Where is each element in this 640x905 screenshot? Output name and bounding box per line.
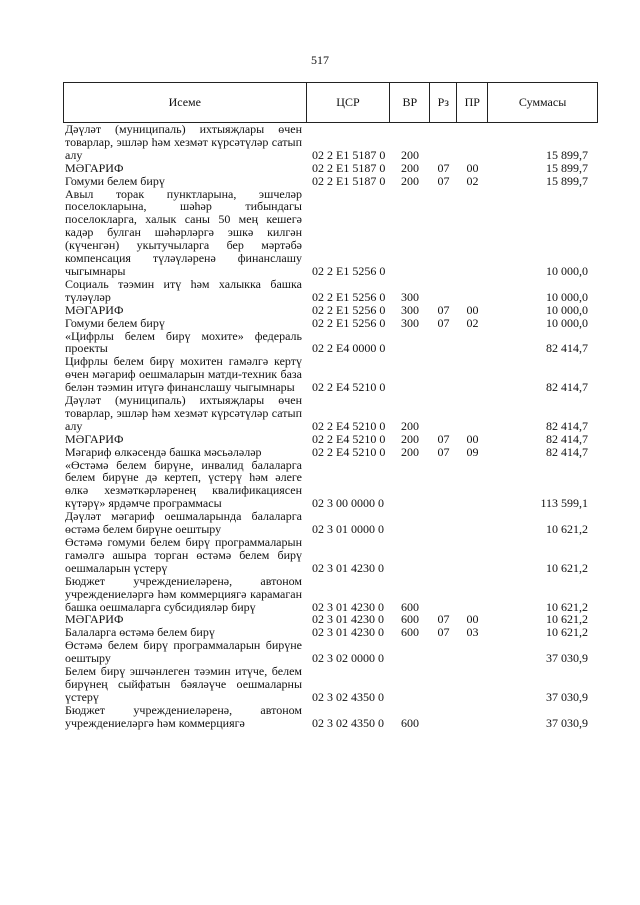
table-row — [63, 704, 598, 730]
table-body — [63, 123, 598, 730]
cell-csr: 02 2 E1 5256 0 — [312, 302, 386, 317]
cell-csr: 02 3 01 4230 0 — [312, 560, 384, 575]
budget-table — [63, 82, 598, 730]
cell-name: Дәүләт мәгариф оешмаларында балаларга өстәмә белем бирүне оештыру — [65, 509, 302, 537]
cell-rz: 07 — [437, 160, 450, 175]
cell-pr: 00 — [466, 431, 479, 446]
header-vr: ВР — [390, 83, 430, 122]
table-row — [63, 433, 598, 446]
cell-vr: 200 — [401, 431, 419, 446]
cell-sum: 113 599,1 — [540, 496, 588, 511]
table-header — [63, 82, 598, 123]
cell-rz: 07 — [437, 612, 450, 627]
cell-rz: 07 — [437, 315, 450, 330]
cell-rz: 07 — [437, 302, 450, 317]
cell-csr: 02 2 E4 5210 0 — [312, 418, 386, 433]
cell-name: Дәүләт (муниципаль) ихтыяҗлары өчен товарлар, эшләр һәм хезмәт күрсәтүләр сатып алу — [65, 393, 302, 433]
cell-sum: 10 621,2 — [546, 625, 588, 640]
cell-sum: 10 621,2 — [546, 599, 588, 614]
cell-rz: 07 — [437, 431, 450, 446]
cell-csr: 02 3 01 0000 0 — [312, 522, 384, 537]
cell-name: Социаль тәэмин итү һәм халыкка башка түләүләр — [65, 276, 302, 304]
cell-sum: 10 621,2 — [546, 560, 588, 575]
cell-sum: 10 621,2 — [546, 522, 588, 537]
table-row — [63, 575, 598, 614]
cell-name: Бюджет учреждениеләренә, автоном учреждениеләргә һәм коммерциягә карамаган башка оешмаларга субсидияләр бирү — [65, 573, 302, 614]
cell-name: МӘГАРИФ — [65, 431, 124, 446]
header-csr: ЦСР — [307, 83, 391, 122]
cell-csr: 02 3 02 0000 0 — [312, 651, 384, 666]
cell-sum: 82 414,7 — [546, 444, 588, 459]
cell-vr: 200 — [401, 418, 419, 433]
cell-csr: 02 3 01 4230 0 — [312, 599, 384, 614]
cell-csr: 02 2 E4 5210 0 — [312, 380, 386, 395]
cell-name: «Цифрлы белем бирү мохите» федераль проекты — [65, 328, 302, 356]
cell-sum: 10 000,0 — [546, 263, 588, 278]
table-row — [63, 394, 598, 433]
cell-sum: 15 899,7 — [546, 173, 588, 188]
cell-csr: 02 2 E1 5187 0 — [312, 160, 386, 175]
cell-sum: 10 621,2 — [546, 612, 588, 627]
cell-name: Мәгариф өлкәсендә башка мәсьәләләр — [65, 444, 262, 459]
cell-name: Цифрлы белем бирү мохитен гамәлгә кертү өчен мәгариф оешмаларын матди-техник база белән тәэмин итүгә финанслашу чыгымнары — [65, 354, 302, 395]
cell-name: Өстәмә гомуми белем бирү программаларын гамәлгә ашыра торган өстәмә белем бирү оешмаларын үстерү — [65, 535, 302, 575]
cell-name: «Өстәмә белем бирүне, инвалид балаларга белем бирүне дә кертеп, үстерү һәм әлеге өлкә хезмәткәрләренең квалификациясен күтәрү» ярдәмче программасы — [65, 457, 302, 511]
cell-pr: 00 — [466, 612, 479, 627]
cell-rz: 07 — [437, 625, 450, 640]
table-row — [63, 639, 598, 665]
cell-sum: 82 414,7 — [546, 341, 588, 356]
cell-sum: 10 000,0 — [546, 289, 588, 304]
cell-vr: 600 — [401, 625, 419, 640]
header-rz: Рз — [430, 83, 457, 122]
cell-name: Дәүләт (муниципаль) ихтыяҗлары өчен товарлар, эшләр һәм хезмәт күрсәтүләр сатып алу — [65, 122, 302, 162]
cell-sum: 82 414,7 — [546, 431, 588, 446]
cell-vr: 600 — [401, 715, 419, 730]
cell-vr: 200 — [401, 444, 419, 459]
cell-pr: 02 — [466, 173, 479, 188]
cell-vr: 300 — [401, 289, 419, 304]
page-number: 517 — [311, 53, 329, 67]
cell-name: Гомуми белем бирү — [65, 173, 165, 188]
cell-vr: 200 — [401, 173, 419, 188]
cell-name: МӘГАРИФ — [65, 612, 124, 627]
cell-sum: 37 030,9 — [546, 715, 588, 730]
table-row — [63, 304, 598, 317]
cell-vr: 200 — [401, 160, 419, 175]
cell-pr: 09 — [466, 444, 479, 459]
cell-sum: 37 030,9 — [546, 689, 588, 704]
header-pr: ПР — [457, 83, 488, 122]
cell-name: Авыл торак пунктларына, эшчеләр поселокларына, шәһәр тибындагы поселокларга, халык саны 50 мең кешегә кадәр булган шәһәрләргә эшкә килгән (күченгән) укытучыларга бер мәртәбә компенсация түләүләренә финанслашу чыгымнары — [65, 186, 302, 278]
cell-name: МӘГАРИФ — [65, 302, 124, 317]
cell-csr: 02 3 01 4230 0 — [312, 612, 384, 627]
cell-name: Балаларга өстәмә белем бирү — [65, 625, 215, 640]
cell-csr: 02 2 E1 5256 0 — [312, 315, 386, 330]
table-row — [63, 123, 598, 162]
cell-csr: 02 2 E1 5187 0 — [312, 147, 386, 162]
cell-sum: 82 414,7 — [546, 380, 588, 395]
cell-sum: 82 414,7 — [546, 418, 588, 433]
cell-vr: 600 — [401, 599, 419, 614]
table-row — [63, 175, 598, 188]
cell-vr: 600 — [401, 612, 419, 627]
table-row — [63, 317, 598, 330]
cell-vr: 200 — [401, 147, 419, 162]
table-row — [63, 188, 598, 278]
cell-pr: 00 — [466, 302, 479, 317]
cell-csr: 02 2 E4 0000 0 — [312, 341, 386, 356]
cell-name: Бюджет учреждениеләренә, автоном учреждениеләргә һәм коммерциягә — [65, 702, 302, 730]
cell-rz: 07 — [437, 444, 450, 459]
table-row — [63, 665, 598, 704]
cell-sum: 15 899,7 — [546, 147, 588, 162]
cell-vr: 300 — [401, 302, 419, 317]
cell-sum: 10 000,0 — [546, 302, 588, 317]
cell-sum: 37 030,9 — [546, 651, 588, 666]
cell-csr: 02 2 E1 5187 0 — [312, 173, 386, 188]
cell-sum: 15 899,7 — [546, 160, 588, 175]
cell-rz: 07 — [437, 173, 450, 188]
cell-name: Гомуми белем бирү — [65, 315, 165, 330]
cell-csr: 02 2 E1 5256 0 — [312, 263, 386, 278]
cell-csr: 02 2 E4 5210 0 — [312, 431, 386, 446]
table-row — [63, 330, 598, 356]
cell-pr: 03 — [466, 625, 479, 640]
header-name: Исеме — [64, 83, 307, 122]
cell-pr: 02 — [466, 315, 479, 330]
cell-name: Белем бирү эшчәнлеген тәэмин итүче, белем бирүнең сыйфатын бәяләүче оешмаларны үстерү — [65, 664, 302, 704]
cell-csr: 02 3 02 4350 0 — [312, 689, 384, 704]
cell-sum: 10 000,0 — [546, 315, 588, 330]
cell-name: МӘГАРИФ — [65, 160, 124, 175]
cell-vr: 300 — [401, 315, 419, 330]
cell-name: Өстәмә белем бирү программаларын бирүне оештыру — [65, 638, 302, 666]
cell-csr: 02 3 00 0000 0 — [312, 496, 384, 511]
table-row — [63, 446, 598, 459]
header-sum: Суммасы — [488, 83, 598, 122]
table-row — [63, 355, 598, 394]
cell-csr: 02 2 E4 5210 0 — [312, 444, 386, 459]
table-row — [63, 510, 598, 536]
table-row — [63, 536, 598, 575]
cell-csr: 02 3 01 4230 0 — [312, 625, 384, 640]
cell-csr: 02 3 02 4350 0 — [312, 715, 384, 730]
table-row — [63, 278, 598, 304]
table-row — [63, 162, 598, 175]
cell-csr: 02 2 E1 5256 0 — [312, 289, 386, 304]
cell-pr: 00 — [466, 160, 479, 175]
table-row — [63, 459, 598, 511]
